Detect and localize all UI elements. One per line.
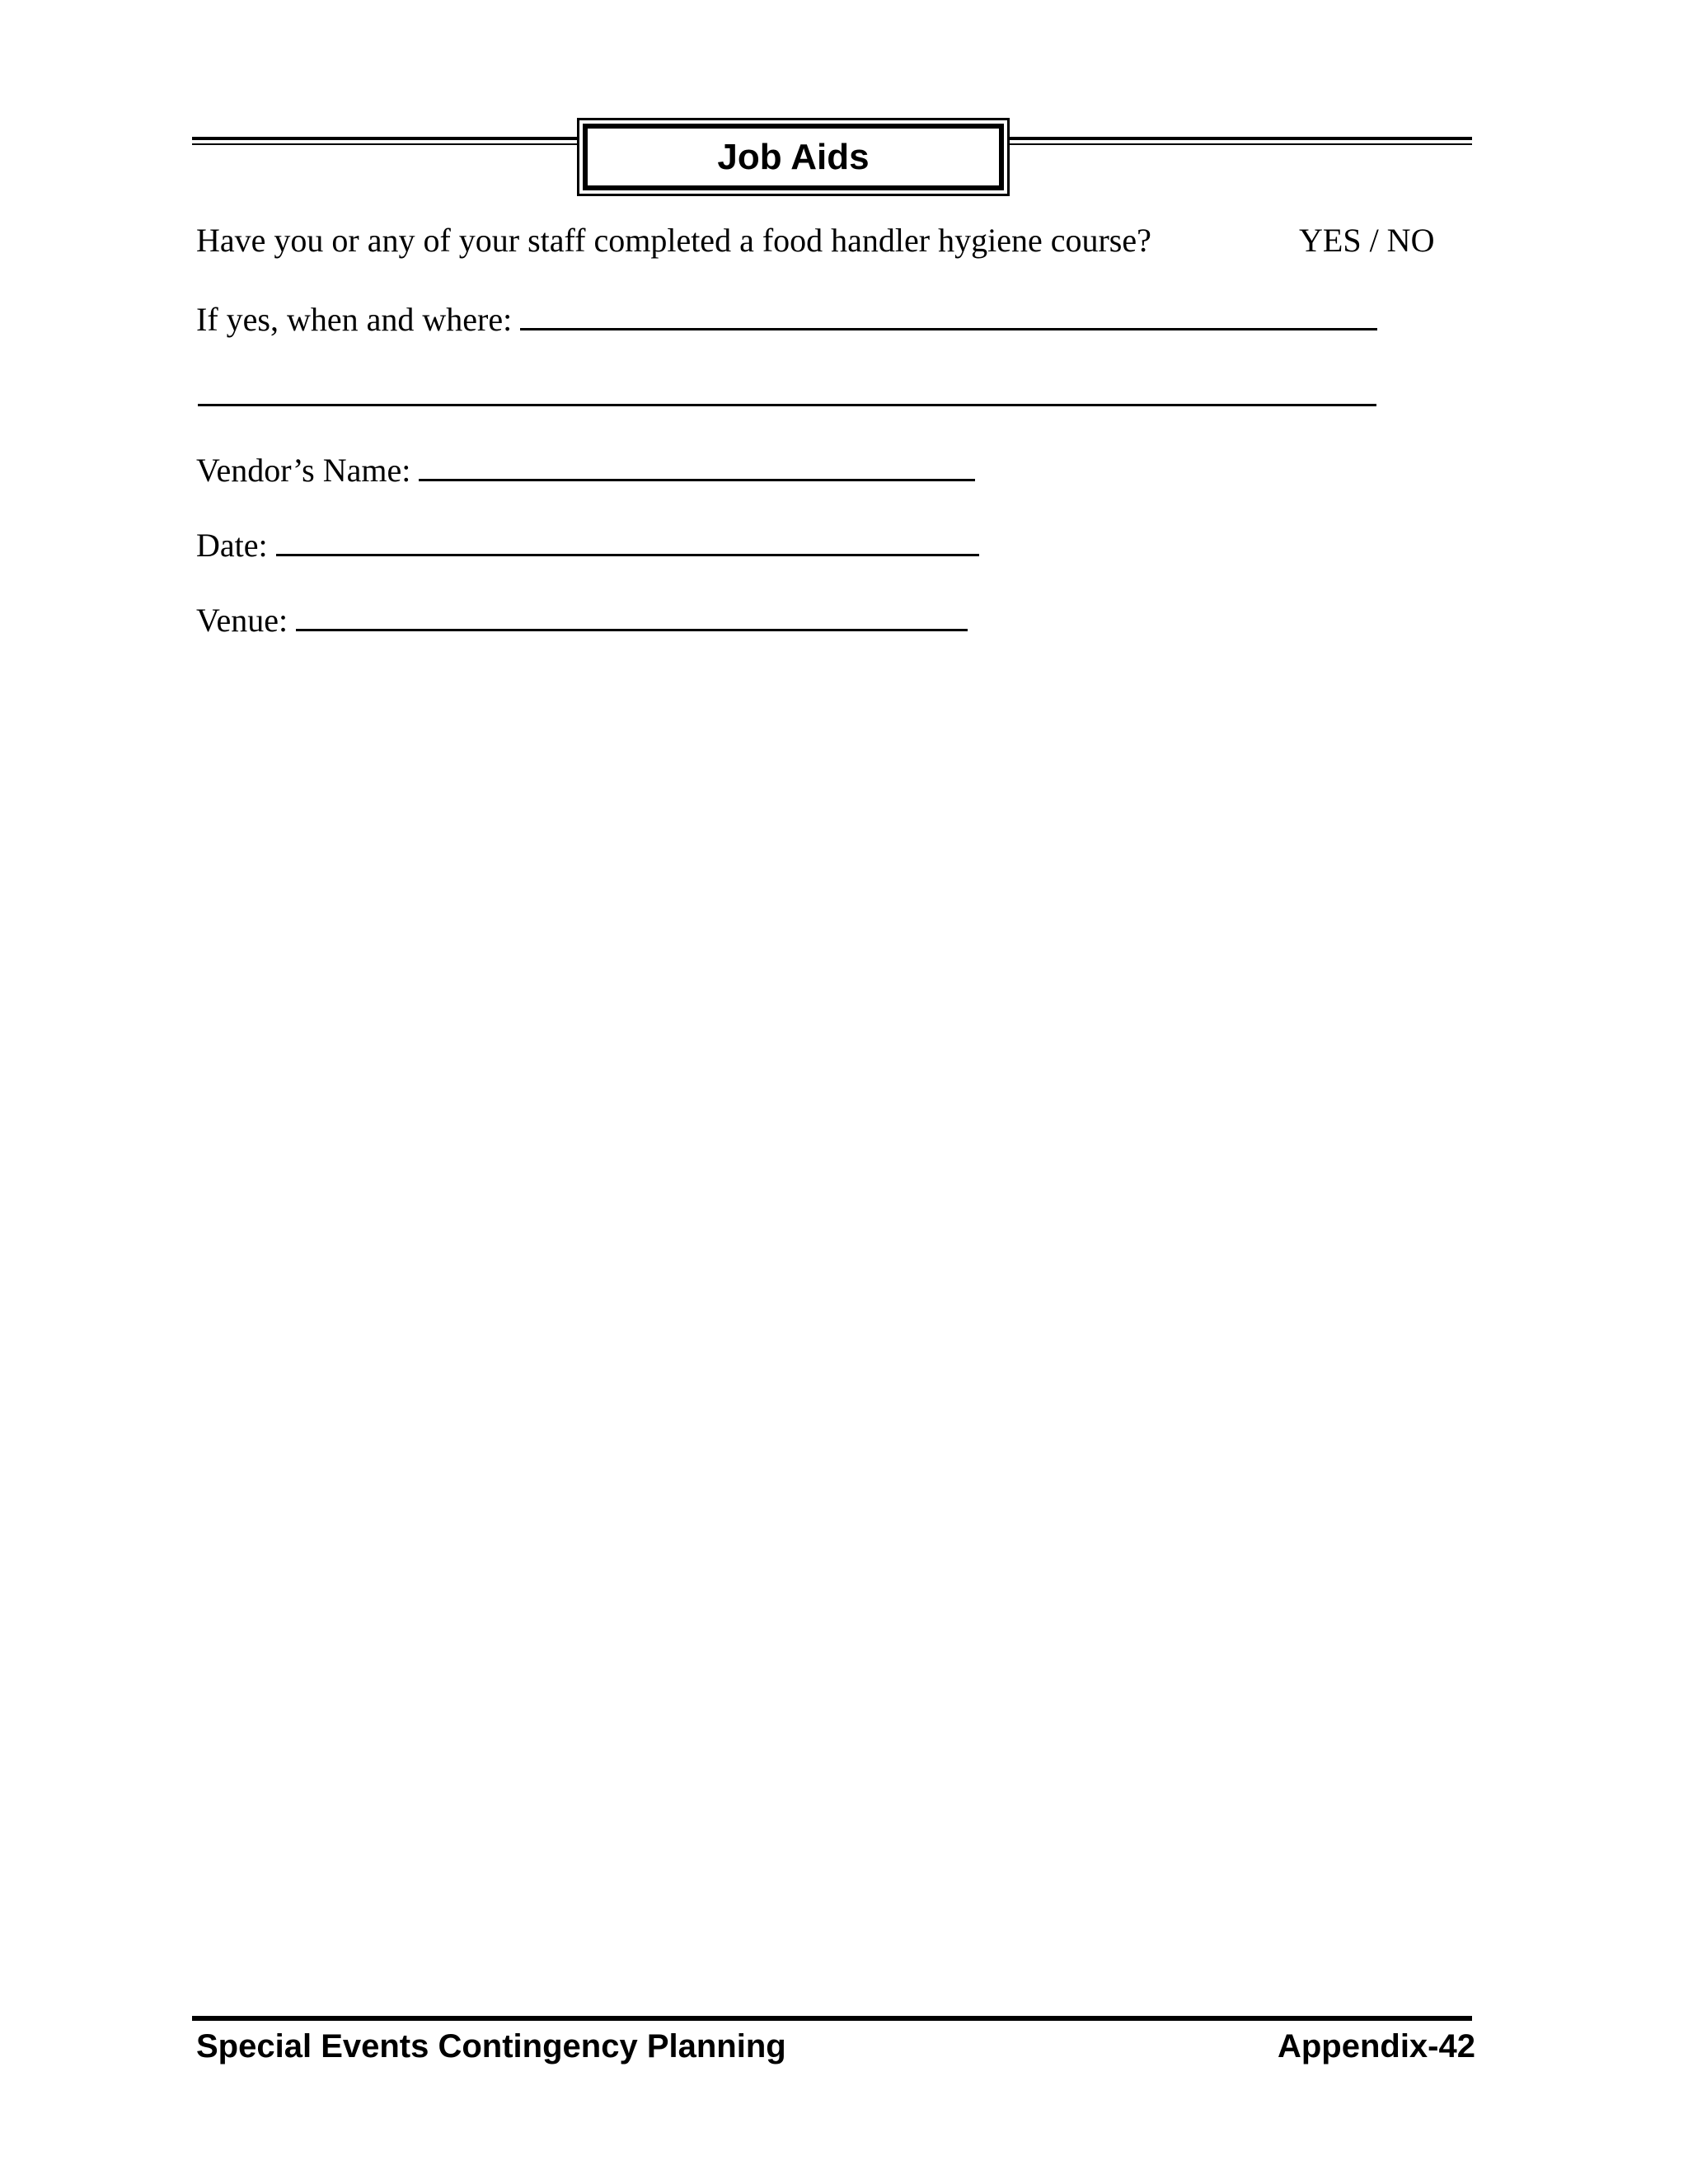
footer-page-number: Appendix-42 (1277, 2028, 1475, 2064)
if-yes-row (196, 297, 1377, 340)
if-yes-field[interactable] (520, 297, 1377, 330)
hygiene-course-question: Have you or any of your staff completed a food handler hygiene course? (196, 222, 1151, 259)
if-yes-continuation-field[interactable] (198, 404, 1376, 406)
vendor-name-field[interactable] (419, 448, 975, 481)
venue-label: Venue: (196, 602, 288, 639)
footer-rule (192, 2016, 1472, 2021)
date-row (196, 523, 979, 565)
venue-field[interactable] (296, 598, 968, 631)
title-box (577, 118, 1010, 196)
vendor-name-label: Vendor’s Name: (196, 452, 411, 489)
page-title: Job Aids (583, 124, 1004, 190)
yes-no-options[interactable]: YES / NO (1299, 222, 1435, 259)
footer-document-title: Special Events Contingency Planning (196, 2028, 786, 2064)
vendor-name-row (196, 448, 975, 490)
date-field[interactable] (276, 523, 979, 556)
date-label: Date: (196, 527, 268, 564)
if-yes-label: If yes, when and where: (196, 301, 513, 338)
venue-row (196, 598, 968, 640)
